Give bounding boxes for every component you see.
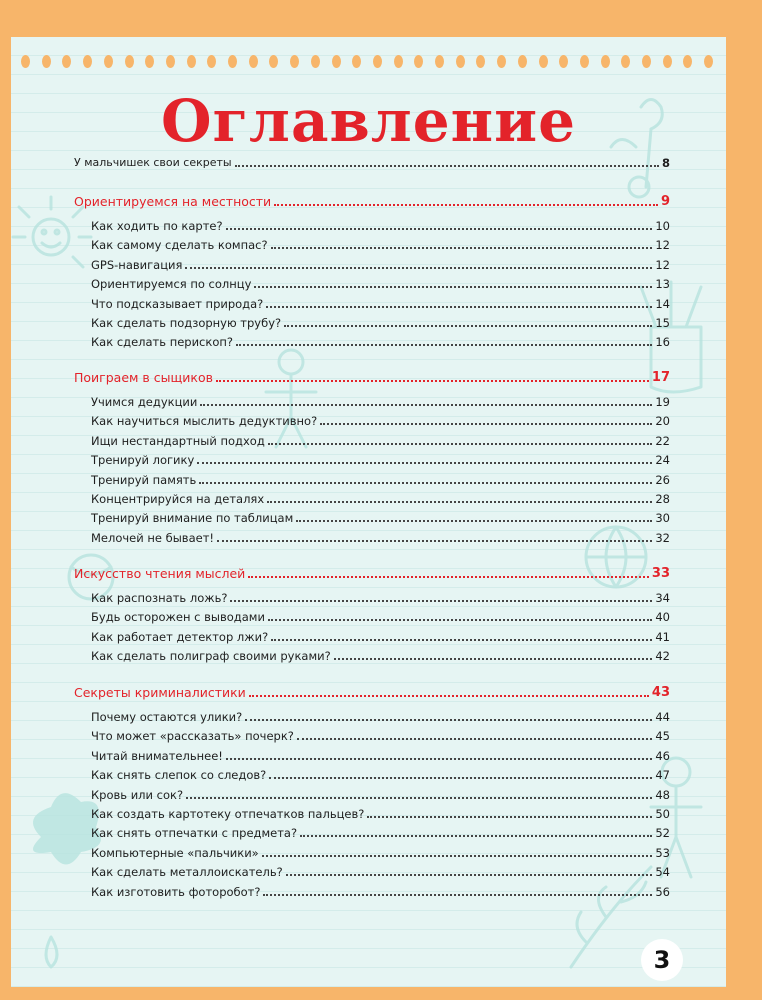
section-entry xyxy=(74,683,670,701)
entry-page: 24 xyxy=(655,453,670,468)
dot-leader xyxy=(217,540,652,542)
entry-page: 10 xyxy=(655,219,670,233)
toc-entry xyxy=(91,450,670,468)
toc-entry xyxy=(91,528,670,546)
entry-page: 19 xyxy=(655,395,670,409)
dot-leader xyxy=(274,204,658,206)
entry-title: Как распознать ложь? xyxy=(91,591,228,605)
entry-page: 28 xyxy=(655,492,670,506)
entry-title: Как сделать металлоискатель? xyxy=(91,865,283,880)
toc-entry xyxy=(91,470,670,488)
page-number: 3 xyxy=(641,939,683,981)
entry-title: Как сделать полиграф своими руками? xyxy=(91,649,331,664)
toc-entry xyxy=(91,313,670,331)
dot-leader xyxy=(269,777,652,779)
dot-leader xyxy=(266,306,652,308)
toc-entry xyxy=(91,823,670,841)
entry-title: Учимся дедукции xyxy=(91,395,198,409)
entry-title: Поиграем в сыщиков xyxy=(74,370,213,385)
dot-leader xyxy=(268,619,652,621)
dot-leader xyxy=(236,344,652,346)
entry-title: Что подсказывает природа? xyxy=(91,296,264,311)
entry-page: 44 xyxy=(655,710,670,724)
entry-title: GPS-навигация xyxy=(91,257,183,272)
entry-page: 56 xyxy=(655,884,670,899)
entry-title: Как изготовить фоторобот? xyxy=(91,884,261,899)
toc-entry xyxy=(91,255,670,273)
intro-entry xyxy=(74,153,670,171)
entry-page: 50 xyxy=(655,807,670,821)
entry-title: Тренируй память xyxy=(91,472,197,487)
toc-entry xyxy=(91,216,670,234)
entry-page: 12 xyxy=(655,238,670,253)
entry-title: Как сделать перископ? xyxy=(91,335,233,350)
dot-leader xyxy=(200,404,652,406)
entry-page: 45 xyxy=(655,729,670,744)
toc-entry xyxy=(91,332,670,350)
entry-title: Концентрируйся на деталях xyxy=(91,492,265,506)
entry-title: Секреты криминалистики xyxy=(74,685,246,700)
toc-entry xyxy=(91,627,670,645)
entry-title: Тренируй внимание по таблицам xyxy=(91,511,294,526)
toc-entry xyxy=(91,765,670,783)
toc-entry xyxy=(91,607,670,625)
entry-title: Как создать картотеку отпечатков пальцев? xyxy=(91,807,365,821)
entry-page: 15 xyxy=(655,316,670,330)
entry-title: Ищи нестандартный подход xyxy=(91,433,265,448)
toc-entry xyxy=(91,707,670,725)
entry-page: 26 xyxy=(655,472,670,487)
entry-page: 30 xyxy=(655,511,670,526)
toc-entry xyxy=(91,746,670,764)
dot-leader xyxy=(271,247,653,249)
entry-page: 13 xyxy=(655,277,670,292)
section-entry xyxy=(74,192,670,210)
dot-leader xyxy=(286,874,653,876)
section-entry xyxy=(74,368,670,386)
entry-title: Как самому сделать компас? xyxy=(91,238,268,253)
entry-page: 33 xyxy=(651,566,670,581)
entry-title: Искусство чтения мыслей xyxy=(74,566,246,581)
notebook-page xyxy=(11,37,726,987)
dot-leader xyxy=(262,855,653,857)
toc-entry xyxy=(91,431,670,449)
entry-page: 48 xyxy=(655,787,670,802)
toc-entry xyxy=(91,882,670,900)
entry-title: Как научиться мыслить дедуктивно? xyxy=(91,414,318,429)
dot-leader xyxy=(267,501,652,503)
dot-leader xyxy=(226,758,652,760)
entry-page: 9 xyxy=(660,194,670,209)
entry-page: 53 xyxy=(655,845,670,860)
dot-leader xyxy=(230,600,652,602)
dot-leader xyxy=(226,228,653,230)
toc-entry xyxy=(91,726,670,744)
dot-leader xyxy=(300,835,652,837)
entry-title: Как ходить по карте? xyxy=(91,219,223,233)
toc-entry xyxy=(91,294,670,312)
entry-page: 40 xyxy=(655,610,670,625)
toc-entry xyxy=(91,785,670,803)
dot-leader xyxy=(284,325,652,327)
entry-title: Ориентируемся по солнцу xyxy=(91,277,252,292)
dot-leader xyxy=(199,482,652,484)
entry-page: 20 xyxy=(655,414,670,429)
entry-title: Ориентируемся на местности xyxy=(74,194,272,209)
entry-page: 14 xyxy=(655,296,670,311)
toc-entry xyxy=(91,392,670,410)
entry-title: У мальчишек свои секреты xyxy=(74,156,232,169)
toc-entry xyxy=(91,588,670,606)
entry-page: 16 xyxy=(655,335,670,350)
entry-title: Мелочей не бывает! xyxy=(91,530,215,545)
dot-leader xyxy=(245,719,652,721)
entry-page: 52 xyxy=(655,826,670,841)
page-title: Оглавление xyxy=(160,87,576,155)
dot-leader xyxy=(249,695,649,697)
dot-leader xyxy=(185,267,652,269)
entry-title: Как сделать подзорную трубу? xyxy=(91,316,282,330)
dot-leader xyxy=(268,443,653,445)
entry-title: Будь осторожен с выводами xyxy=(91,610,265,625)
toc-entry xyxy=(91,235,670,253)
entry-title: Как работает детектор лжи? xyxy=(91,629,269,644)
toc-entry xyxy=(91,508,670,526)
dot-leader xyxy=(248,576,649,578)
entry-page: 8 xyxy=(661,156,670,170)
dot-leader xyxy=(320,423,652,425)
entry-title: Читай внимательнее! xyxy=(91,748,223,763)
entry-title: Компьютерные «пальчики» xyxy=(91,845,259,860)
dot-leader xyxy=(254,286,652,288)
toc-entry xyxy=(91,843,670,861)
entry-title: Почему остаются улики? xyxy=(91,710,243,724)
entry-page: 42 xyxy=(655,649,670,664)
entry-page: 43 xyxy=(651,685,670,700)
entry-page: 46 xyxy=(655,748,670,763)
entry-title: Как снять слепок со следов? xyxy=(91,768,267,783)
dot-leader xyxy=(296,520,652,522)
toc-entry xyxy=(91,274,670,292)
entry-page: 54 xyxy=(655,865,670,880)
toc-entry xyxy=(91,411,670,429)
section-entry xyxy=(74,564,670,582)
table-of-contents xyxy=(11,37,726,987)
entry-title: Тренируй логику xyxy=(91,453,195,468)
dot-leader xyxy=(235,165,659,167)
toc-entry xyxy=(91,804,670,822)
toc-entry xyxy=(91,646,670,664)
entry-page: 32 xyxy=(655,530,670,545)
entry-page: 17 xyxy=(651,370,670,385)
entry-title: Что может «рассказать» почерк? xyxy=(91,729,294,744)
dot-leader xyxy=(334,658,653,660)
entry-page: 12 xyxy=(655,257,670,272)
dot-leader xyxy=(367,816,652,818)
entry-title: Как снять отпечатки с предмета? xyxy=(91,826,298,841)
dot-leader xyxy=(271,639,652,641)
entry-page: 22 xyxy=(655,433,670,448)
toc-entry xyxy=(91,862,670,880)
entry-page: 47 xyxy=(655,768,670,783)
dot-leader xyxy=(186,797,652,799)
entry-page: 41 xyxy=(655,629,670,644)
toc-entry xyxy=(91,489,670,507)
dot-leader xyxy=(197,462,652,464)
dot-leader xyxy=(216,380,649,382)
dot-leader xyxy=(263,894,652,896)
entry-page: 34 xyxy=(655,591,670,605)
dot-leader xyxy=(297,738,652,740)
entry-title: Кровь или сок? xyxy=(91,787,184,802)
